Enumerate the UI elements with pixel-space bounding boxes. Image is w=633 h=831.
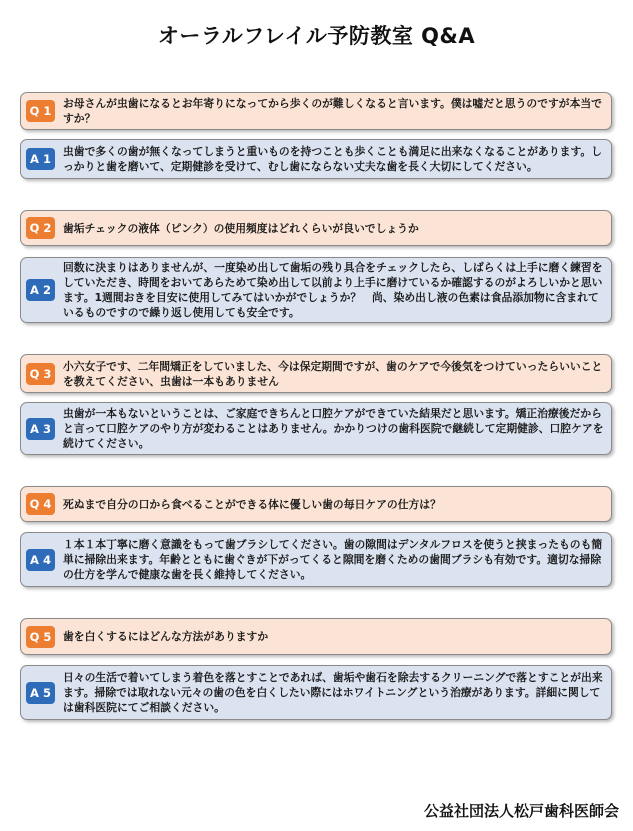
answer-badge-1: A 1 [26,148,55,170]
question-text-2: 歯垢チェックの液体（ピンク）の使用頻度はどれくらいが良いでしょうか [63,221,419,235]
question-box-5 [20,618,612,655]
question-badge-5: Q 5 [26,626,55,648]
organization-name: 公益社団法人松戸歯科医師会 [423,802,619,820]
question-text-3: 小六女子です、二年間矯正をしていました、今は保定期間ですが、歯のケアで今後気をつけていったらいいことを教えてください、虫歯は一本もありません [63,359,603,388]
question-box-4 [20,486,612,522]
question-text-1: お母さんが虫歯になるとお年寄りになってから歩くのが難しくなると言います。僕は嘘だと思うのですが本当ですか？ [63,97,602,125]
answer-text-5: 日々の生活で着いてしまう着色を落とすことであれば、歯垢や歯石を除去するクリーニングで落とすことが出来ます。掃除では取れない元々の歯の色を白くしたい際にはホワイトニングという治療があります。詳細に関しては歯科医院にてご相談ください。 [63,671,603,714]
answer-text-4: １本１本丁寧に磨く意識をもって歯ブラシしてください。歯の隙間はデンタルフロスを使うと挟まったものも簡単に掃除出来ます。年齢とともに歯ぐきが下がってくると隙間を磨くための歯間ブラシも有効です。適切な掃除の仕方を学んで健康な歯を長く維持してください。 [63,538,603,581]
answer-box-4 [20,532,612,587]
question-badge-2: Q 2 [26,217,55,239]
answer-badge-5: A 5 [26,682,55,704]
answer-text-1: 虫歯で多くの歯が無くなってしまうと重いものを持つことも歩くことも満足に出来なくなることがあります。しっかりと歯を磨いて、定期健診を受けて、むし歯にならない丈夫な歯を長く大切にしてください。 [63,145,602,173]
page-title: オーラルフレイル予防教室 Q&A [157,24,476,48]
answer-text-3: 虫歯が一本もないということは、ご家庭できちんと口腔ケアができていた結果だと思います。矯正治療後だからと言って口腔ケアのやり方が変わることはありません。かかりつけの歯科医院で継続して定期健診、口腔ケアを続けてください。 [63,407,604,450]
question-badge-3: Q 3 [26,363,55,385]
question-box-2 [20,210,612,246]
answer-text-2: 回数に決まりはありませんが、一度染め出して歯垢の残り具合をチェックしたら、しばらくは上手に磨く練習をしていただき、時間をおいてあらためて染め出して以前より上手に磨けているか確認するのがよろしいかと思います。1週間おきを目安に使用してみてはいかがでしょうか？ 尚、染め出し液の色素は食品添加物に含まれているものですので繰り返し使用しても安全です。 [63,261,603,319]
answer-badge-3: A 3 [26,418,55,440]
answer-box-2 [20,257,612,323]
question-box-3 [20,354,612,393]
question-text-4: 死ぬまで自分の口から食べることができる体に優しい歯の毎日ケアの仕方は？ [63,497,441,511]
question-text-5: 歯を白くするにはどんな方法がありますか [63,630,269,643]
answer-box-3 [20,402,612,455]
answer-badge-2: A 2 [26,279,55,301]
question-badge-4: Q 4 [26,493,55,515]
question-box-1 [20,92,612,130]
answer-badge-4: A 4 [26,549,55,571]
answer-box-5 [20,665,612,720]
answer-box-1 [20,139,612,179]
question-badge-1: Q 1 [26,100,55,122]
